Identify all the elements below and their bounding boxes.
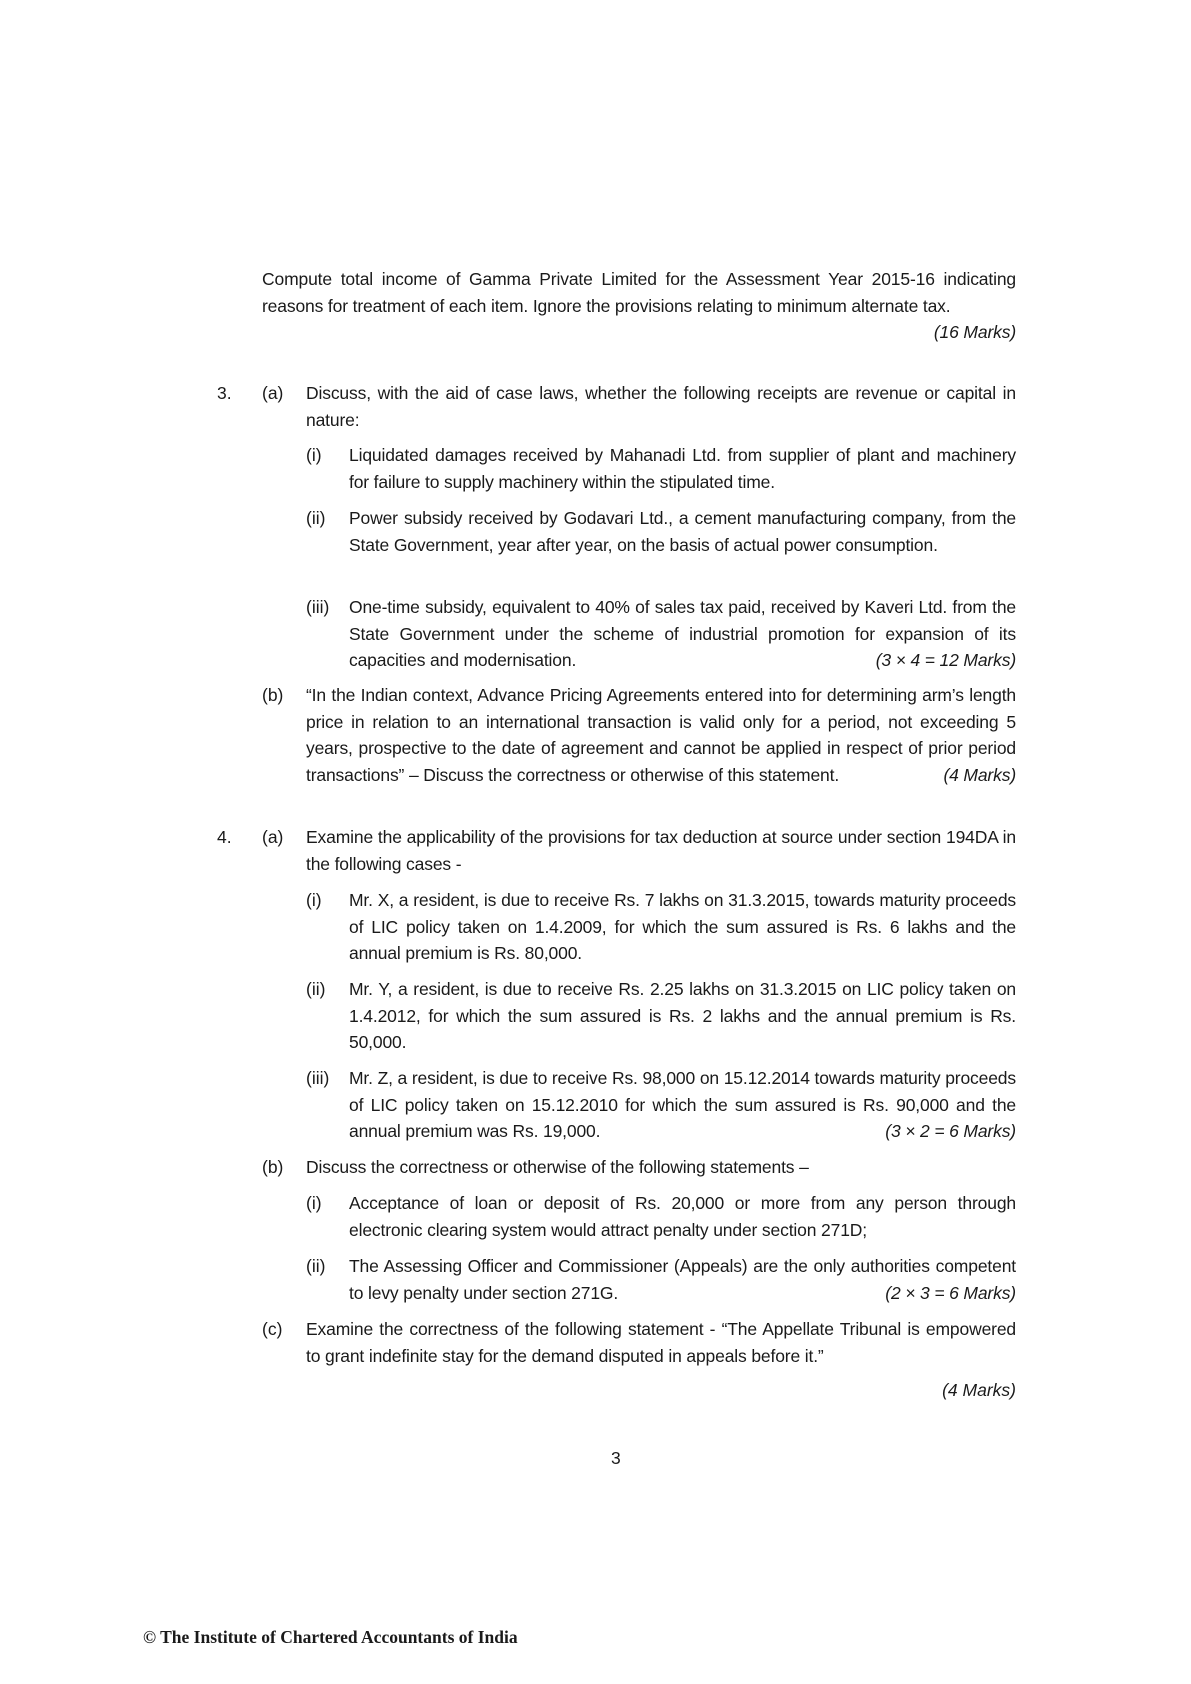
q3-a-item-iii-paragraph <box>349 594 1016 674</box>
q4-c-label: (c) <box>262 1319 283 1339</box>
q3-a-item-ii-text: Power subsidy received by Godavari Ltd., a cement manufacturing company, from the State Government, year after year, on the basis of actual power consumption. <box>349 508 1016 555</box>
q3-b-label: (b) <box>262 685 284 705</box>
q4-b-item-ii-text: The Assessing Officer and Commissioner (Appeals) are the only authorities competent to levy penalty under section 271G. <box>349 1256 1016 1303</box>
q3-a-item-iii-label: (iii) <box>306 597 330 617</box>
q3-b-marks: (4 Marks) <box>943 764 1016 785</box>
intro-text: Compute total income of Gamma Private Limited for the Assessment Year 2015-16 indicating reasons for treatment of each item. Ignore the provisions relating to minimum alternate tax. <box>262 269 1016 316</box>
q4-c-text: Examine the correctness of the following statement - “The Appellate Tribunal is empowered to grant indefinite stay for the demand disputed in appeals before it.” <box>306 1319 1016 1366</box>
q3-a-marks: (3 × 4 = 12 Marks) <box>875 650 1016 670</box>
q4-b-item-ii-paragraph <box>349 1253 1016 1306</box>
q4-a-item-iii-text: Mr. Z, a resident, is due to receive Rs. 98,000 on 15.12.2014 towards maturity proceeds of LIC policy taken on 15.12.2010 for which the sum assured is Rs. 90,000 and the annual premium was Rs. 19,000. <box>349 1068 1016 1141</box>
q4-a-text: Examine the applicability of the provisions for tax deduction at source under section 194DA in the following cases - <box>306 827 1016 874</box>
intro-paragraph <box>262 266 1016 346</box>
q4-a-item-iii-paragraph <box>349 1065 1016 1145</box>
q4-b-text: Discuss the correctness or otherwise of the following statements – <box>306 1157 809 1177</box>
q3-a-item-i-label: (i) <box>306 445 322 465</box>
q3-a-item-iii-text: One-time subsidy, equivalent to 40% of sales tax paid, received by Kaveri Ltd. from the State Government under the scheme of industrial promotion for expansion of its capacities and modernisation. <box>349 597 1016 670</box>
q4-b-item-ii-label: (ii) <box>306 1256 326 1276</box>
q4-a-item-i-text: Mr. X, a resident, is due to receive Rs. 7 lakhs on 31.3.2015, towards maturity proceeds of LIC policy taken on 1.4.2009, for which the sum assured is Rs. 6 lakhs and the annual premium is Rs. 80,000. <box>349 890 1016 963</box>
q4-c-marks: (4 Marks) <box>942 1380 1016 1400</box>
question-3-number: 3. <box>217 383 232 403</box>
q4-a-item-i-label: (i) <box>306 890 322 910</box>
q4-a-label: (a) <box>262 827 284 847</box>
q4-a-item-iii-label: (iii) <box>306 1068 330 1088</box>
q3-a-text: Discuss, with the aid of case laws, whether the following receipts are revenue or capital in nature: <box>306 383 1016 430</box>
q4-b-marks: (2 × 3 = 6 Marks) <box>885 1282 1016 1303</box>
q3-a-item-ii-label: (ii) <box>306 508 326 528</box>
footer-copyright: © The Institute of Chartered Accountants of India <box>143 1627 518 1647</box>
q3-a-label: (a) <box>262 383 284 403</box>
q4-a-item-ii-label: (ii) <box>306 979 326 999</box>
intro-marks: (16 Marks) <box>933 322 1016 342</box>
question-4-number: 4. <box>217 827 232 847</box>
q4-b-item-i-text: Acceptance of loan or deposit of Rs. 20,000 or more from any person through electronic clearing system would attract penalty under section 271D; <box>349 1193 1016 1240</box>
q4-b-item-i-label: (i) <box>306 1193 322 1213</box>
q4-a-marks: (3 × 2 = 6 Marks) <box>885 1121 1016 1141</box>
q4-b-label: (b) <box>262 1157 284 1177</box>
q3-b-text: “In the Indian context, Advance Pricing Agreements entered into for determining arm’s length price in relation to an international transaction is valid only for a period, not exceeding 5 years, prospective to the date of agreement and cannot be applied in respect of prior period transactions” – Discuss the correctness or otherwise of this statement. <box>306 685 1016 785</box>
q4-a-item-ii-text: Mr. Y, a resident, is due to receive Rs. 2.25 lakhs on 31.3.2015 on LIC policy taken on 1.4.2012, for which the sum assured is Rs. 2 lakhs and the annual premium is Rs. 50,000. <box>349 979 1016 1052</box>
q3-a-item-i-text: Liquidated damages received by Mahanadi Ltd. from supplier of plant and machinery for failure to supply machinery within the stipulated time. <box>349 445 1016 492</box>
page-number: 3 <box>611 1448 621 1468</box>
q3-b-paragraph <box>306 682 1016 788</box>
